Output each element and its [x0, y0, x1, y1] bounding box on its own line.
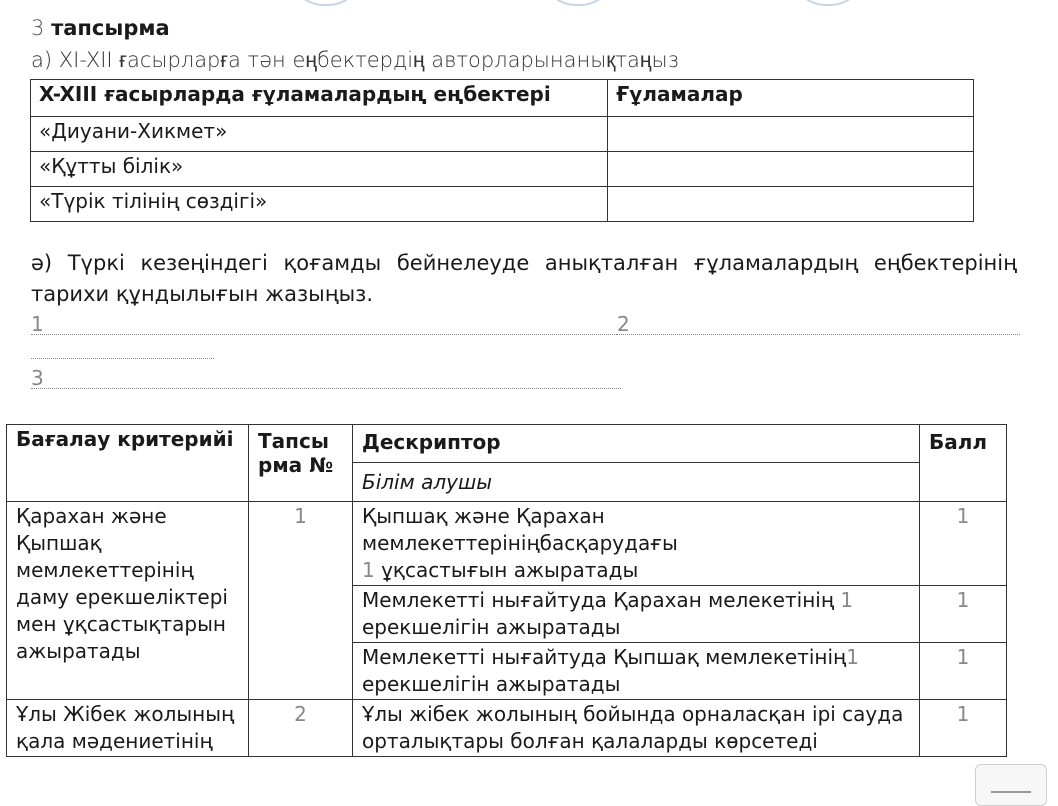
task-number-header: Тапсы рма №	[249, 425, 353, 502]
descriptor-cell: Қыпшақ және Қарахан мемлекеттерініңбасқарудағы 1 ұқсастығын ажыратады	[353, 502, 920, 586]
works-header: X-XIII ғасырларда ғұламалардың еңбектері	[31, 80, 608, 117]
works-table	[30, 79, 974, 222]
table-row	[31, 187, 974, 222]
task-part-b: ә) Түркі кезеңіндегі қоғамды бейнелеуде анықталған ғұламалардың еңбектерінің тарихи құндылығын жазыңыз.	[31, 251, 1017, 306]
minus-icon	[991, 791, 1031, 793]
answer-line-2[interactable]: 2	[617, 312, 1020, 335]
answer-line-2-continued[interactable]	[31, 336, 214, 359]
work-cell: «Құтты білік»	[31, 152, 608, 187]
task-number-cell: 1	[249, 502, 353, 700]
task-title: 3 тапсырма	[31, 16, 170, 40]
work-cell: «Түрік тілінің сөздігі»	[31, 187, 608, 222]
criteria-header: Бағалау критерийі	[7, 425, 249, 502]
score-header: Балл	[920, 425, 1007, 502]
task-part-a: а) XI-XII ғасырларға тән еңбектердің авторларынанықтаңыз	[31, 48, 679, 72]
score-cell: 1	[920, 643, 1007, 700]
score-cell: 1	[920, 586, 1007, 643]
score-cell: 1	[920, 700, 1007, 757]
descriptor-cell: Мемлекетті нығайтуда Қарахан мелекетінің 1 ерекшелігін ажыратады	[353, 586, 920, 643]
answer-line-1[interactable]: 1	[31, 312, 617, 335]
descriptor-cell: Ұлы жібек жолының бойында орналасқан ірі сауда орталықтары болған қалаларды көрсетеді	[353, 700, 920, 757]
score-cell: 1	[920, 502, 1007, 586]
scholar-answer-cell[interactable]	[608, 117, 974, 152]
table-row	[31, 152, 974, 187]
scroll-handle-button[interactable]	[975, 764, 1047, 806]
rubric-table	[6, 424, 1007, 757]
table-row	[31, 117, 974, 152]
descriptor-header: Дескриптор	[353, 425, 920, 463]
table-row	[7, 700, 1007, 757]
decorative-arc	[540, 0, 616, 6]
task-number-cell: 2	[249, 700, 353, 757]
work-cell: «Диуани-Хикмет»	[31, 117, 608, 152]
table-row	[7, 502, 1007, 586]
answer-line-3[interactable]: 3	[31, 366, 621, 389]
decorative-arc	[288, 0, 364, 6]
decorative-arc	[790, 0, 866, 6]
scholar-answer-cell[interactable]	[608, 187, 974, 222]
scholar-answer-cell[interactable]	[608, 152, 974, 187]
criteria-cell: Қарахан және Қыпшақ мемлекеттерінің даму ерекшеліктері мен ұқсастықтарын ажыратады	[7, 502, 249, 700]
descriptor-cell: Мемлекетті нығайтуда Қыпшақ мемлекетінің1 ерекшелігін ажыратады	[353, 643, 920, 700]
scholars-header: Ғұламалар	[608, 80, 974, 117]
criteria-cell: Ұлы Жібек жолының қала мәдениетінің	[7, 700, 249, 757]
learner-subheader: Білім алушы	[353, 463, 920, 502]
